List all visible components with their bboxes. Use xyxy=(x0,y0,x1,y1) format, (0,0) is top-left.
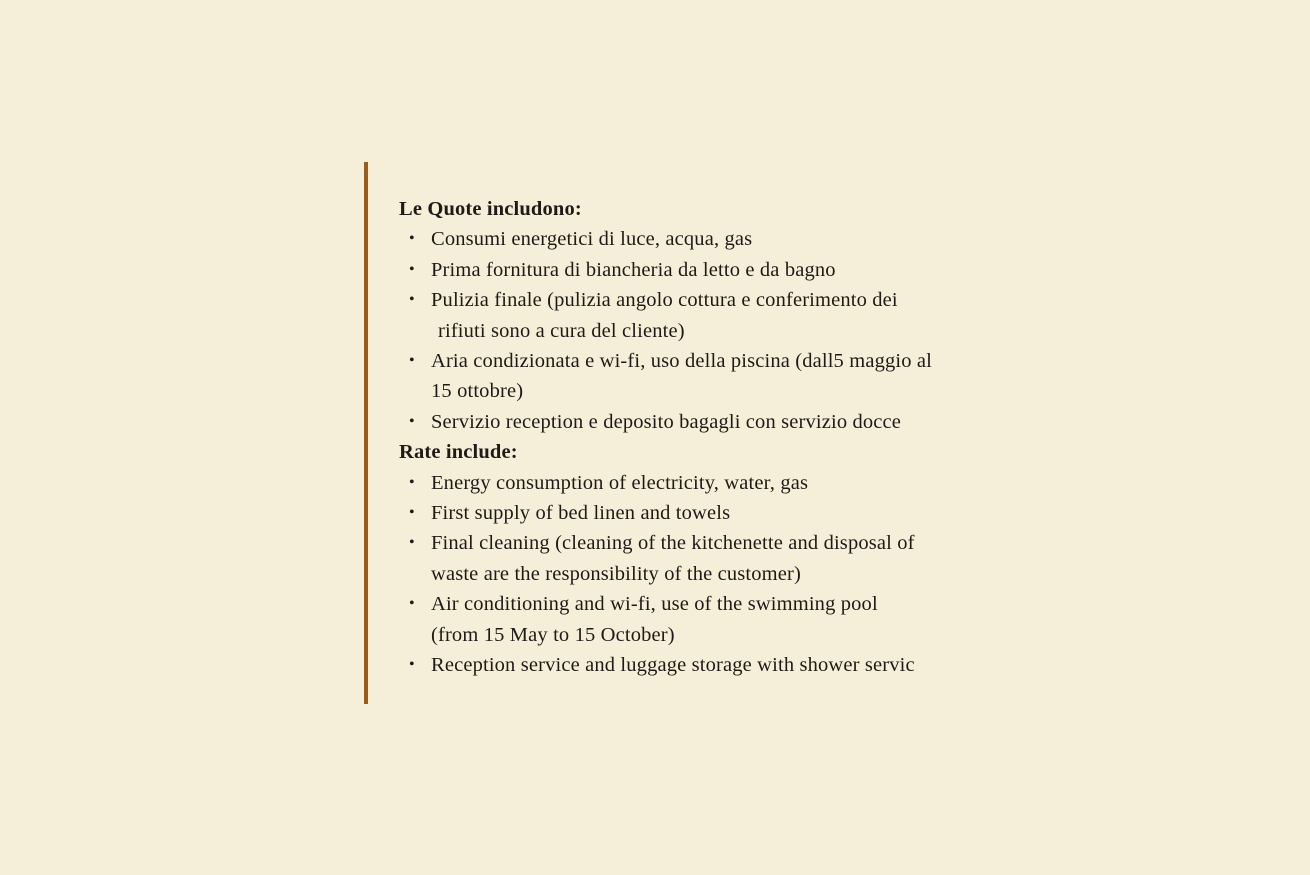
list-item-text: Consumi energetici di luce, acqua, gas xyxy=(431,228,753,251)
accent-bar xyxy=(364,162,368,704)
list-item xyxy=(399,650,1059,680)
bullet-icon: • xyxy=(409,260,415,278)
list-item xyxy=(399,224,1059,254)
list-item-text: Reception service and luggage storage with shower servic xyxy=(431,654,915,677)
list-item-text: Pulizia finale (pulizia angolo cottura e conferimento dei xyxy=(431,289,898,312)
list-item xyxy=(399,285,1059,346)
list-item-text-continued: rifiuti sono a cura del cliente) xyxy=(438,319,685,342)
bullet-icon: • xyxy=(409,656,415,674)
bullet-icon: • xyxy=(409,291,415,309)
bullet-icon: • xyxy=(409,473,415,491)
list-item-text-continued: waste are the responsibility of the customer) xyxy=(431,562,801,585)
bullet-icon: • xyxy=(409,504,415,522)
list-item xyxy=(399,589,1059,650)
list-item xyxy=(399,346,1059,407)
list-item-text-continued: 15 ottobre) xyxy=(431,380,524,403)
list-item-text-continued: (from 15 May to 15 October) xyxy=(431,623,675,646)
bullet-icon: • xyxy=(409,352,415,370)
bullet-icon: • xyxy=(409,595,415,613)
list-item-text: First supply of bed linen and towels xyxy=(431,502,731,525)
list-item-text: Servizio reception e deposito bagagli con servizio docce xyxy=(431,410,902,433)
list-item-text: Prima fornitura di biancheria da letto e da bagno xyxy=(431,258,836,281)
list-item xyxy=(399,528,1059,589)
italian-heading: Le Quote includono: xyxy=(399,198,582,220)
bullet-icon: • xyxy=(409,230,415,248)
list-item xyxy=(399,498,1059,528)
list-item-text: Aria condizionata e wi-fi, uso della piscina (dall5 maggio al xyxy=(431,350,932,373)
list-item xyxy=(399,255,1059,285)
list-item-text: Final cleaning (cleaning of the kitchenette and disposal of xyxy=(431,532,915,555)
list-item xyxy=(399,407,1059,437)
english-list xyxy=(399,468,1059,681)
list-item-text: Air conditioning and wi-fi, use of the swimming pool xyxy=(431,593,878,616)
italian-list xyxy=(399,224,1059,437)
list-item xyxy=(399,468,1059,498)
bullet-icon: • xyxy=(409,412,415,430)
list-item-text: Energy consumption of electricity, water, gas xyxy=(431,471,809,494)
bullet-icon: • xyxy=(409,534,415,552)
english-heading: Rate include: xyxy=(399,441,518,464)
rates-content xyxy=(399,194,1059,681)
